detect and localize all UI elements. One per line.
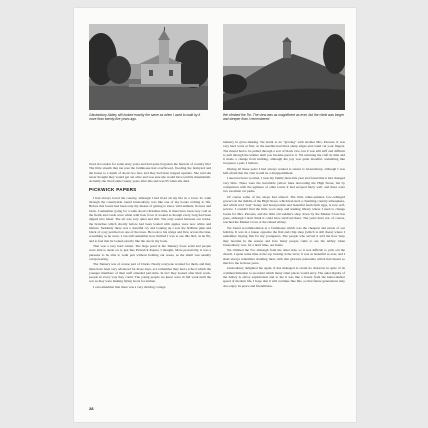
body-paragraph: Of course some of the shops had altered. The little white-painted, low-ceilinged grocer's in the middle of the High Street, which had such a charming country atmosphere, and which sold "real" honey and honeycombs and beautiful fresh farm eggs, is now self-service. I couldn't find the little wool shop and lending library where I used to change books for Mrs. Parsons, and the little old saddler's shop down by the Market Cross has gone, although I don't think it could have survived there. The years have not, of course, touched the Market Cross or the ruined Abbey. [223,194,345,225]
abbey-photo [89,24,208,110]
tor-photo [223,24,345,110]
body-paragraph: I need not have worried. I took my family there this year and found that it had changed very little. There were the inevitable yellow lines decorating the High Street, but by comparison with the ugliness of other towns it had escaped fairly well, and there were two excellent car parks. [223,176,345,194]
body-paragraph: The Tannery was of course part of Clarks. Nearly everyone worked for them, and they must have been very advanced for those days, as I remember they had a school which the younger members of their staff attended part-time. In fact they looked after their work-people in every way they could. The young people we knew were in full work until the war as they were making flying boots for airmen. [89,262,211,284]
tor-photo-caption: We climbed the Tor. The view was as magnificent as ever, but the climb was longer and steeper than I remembered. [223,113,345,122]
abbey-photo-image [89,24,208,110]
left-article-column [89,162,211,290]
body-paragraph: We found accommodation at a farmhouse which was the cheapest and nicest of our holiday. It was in a house opposite the fish and chip shop (which is still there) where I remember buying fish for my youngsters. The people who served it told me how busy they became in the season and how many people came to see the Abbey when Glastonbury was, for a brief time, our home. [223,225,345,247]
body-paragraph: Glastonbury delighted me again. It has managed to retain its character in spite of its commercialisation to an extent which many other places would envy. The quiet dignity of the Abbey is above exploitation and to me it was like a haven from the helter-skelter speed of modern life. I hope that it will continue like this, so that future generations may also enjoy its peace and friendliness. [223,266,345,288]
abbey-photo-caption: Glastonbury Abbey still looked exactly the same as when I used to walk by it more than twenty-five years ago. [89,113,201,122]
magazine-page [74,8,356,422]
body-paragraph: That was a very hard winter. The large pond at the Tannery froze solid and people were able to skate on it, just like Pickwick Papers, I thought. More prosaically, it was a pleasure to be able to walk part without holding our noses, as the smell was usually overpowering. [89,244,211,261]
body-paragraph: I can remember that there was a very thriving cottage [93,284,166,289]
body-paragraph: During all these years I had always wanted to return to Glastonbury, although I was half-afraid that the visit would be a disappointment. [223,166,345,176]
right-article-column [223,140,345,289]
tor-photo-image [223,24,345,110]
body-paragraph: We climbed the Tor, although from the other side, so it was difficult to pick out the church. I spent some time at the top looking at the view; it was as beautiful as ever, and I shall always remember standing there with that glorious panorama which had meant so much to me in those years. [223,248,345,266]
body-paragraph: I had always loved the country, although I had lived all my life in a town. To walk through the countryside round Glastonbury was like one of my books coming to life. Before this books had been only my means of getting to know wild animals, flowers and birds. I remember going for a walk about Christmas time. It must have been very cold as the fields and roads were white with hoar frost. It looked as though every twig had been dipped into tinsel. The air was very quiet and still. The only sound between our tracks, the branches which shortly before had been loaded with apples were now white and lifeless. Suddenly there was a dreadful cry and looking up I saw the brilliant pink and black of a jay perched on one of the trees. He took to his wings and flew across the lane, screaming as he went. I can still remember how thrilled I was to see this bird, as he flit, and to feel that he looked exactly like the one in my book. [89,195,211,243]
page-number: 28 [89,406,94,411]
intro-paragraph: lived in London for some sixty years and had quite forgotten the hazards of country life! The little stream that ran past the farmhouse had overflowed, flooding the farmyard and the house to a depth of about two feet, and they had been trapped upstairs. She said she never thought they would get out alive and was sure she would have terrible rheumatism. Actually she lived some twenty years after this and was 95 when she died. [89,162,211,184]
section-heading: PICKWICK PAPERS [89,187,137,193]
body-paragraph: industry in glove-making. We learnt to do "gloving" with another Mrs. Parsons. It was very hard work at first, as the needles had three sharp edges and could cut your fingers. The thread had to be pulled through a sort of black vice, but it was still stiff and difficult to pull through the leather until you became used to it. We unstrung the craft in time and it made a change from knitting, although the pay was quite dreadful, something like twopence a pair, I believe. [223,140,345,166]
